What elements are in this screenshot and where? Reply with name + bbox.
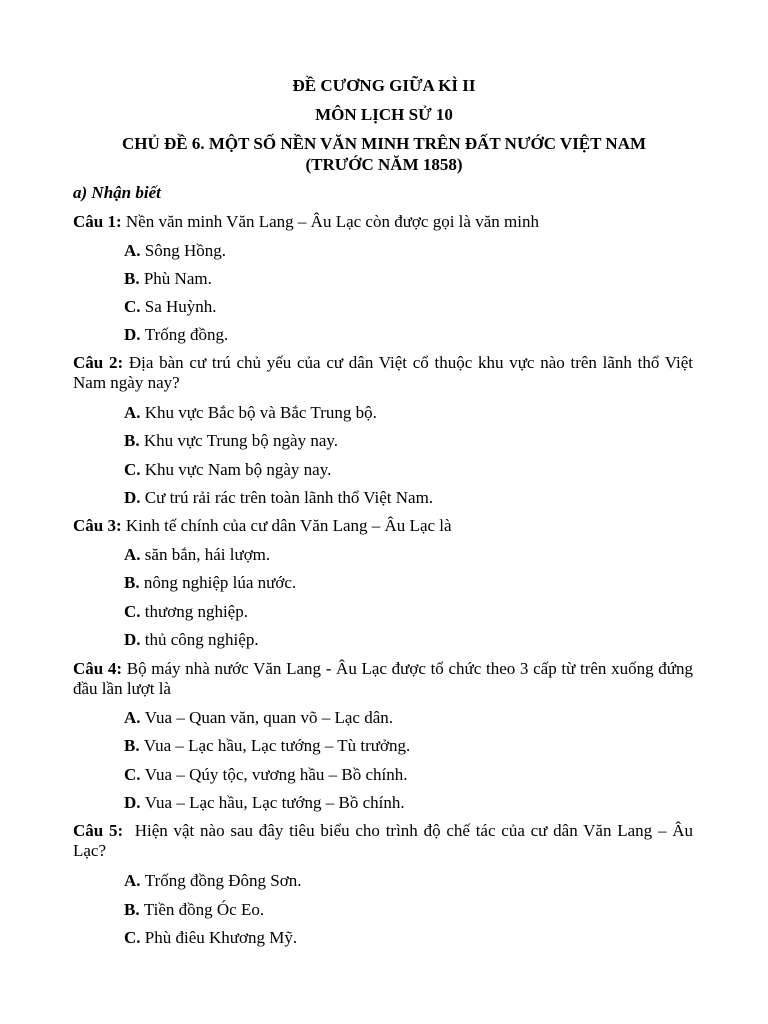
option-text: Vua – Lạc hầu, Lạc tướng – Bồ chính. <box>144 793 405 812</box>
document-title: ĐỀ CƯƠNG GIỮA KÌ II <box>292 76 476 95</box>
option-key: D. <box>124 630 141 649</box>
option-text: Trống đồng Đông Sơn. <box>144 871 302 890</box>
option-key: C. <box>124 602 141 621</box>
option-key: A. <box>124 708 141 727</box>
section-heading: a) Nhận biết <box>73 183 161 202</box>
option-3c <box>124 602 248 622</box>
question-3 <box>73 516 693 536</box>
option-text: thủ công nghiệp. <box>144 630 259 649</box>
option-text: Vua – Lạc hầu, Lạc tướng – Tù trưởng. <box>143 736 411 755</box>
option-key: C. <box>124 765 141 784</box>
option-3b <box>124 573 296 593</box>
question-label: Câu 1: <box>73 212 122 231</box>
option-key: B. <box>124 736 140 755</box>
option-text: Tiền đồng Óc Eo. <box>143 900 265 919</box>
option-5a <box>124 871 301 891</box>
question-label: Câu 4: <box>73 659 123 678</box>
question-5 <box>73 821 693 861</box>
option-key: B. <box>124 431 140 450</box>
option-2a <box>124 403 377 423</box>
option-text: Khu vực Trung bộ ngày nay. <box>143 431 339 450</box>
option-1b <box>124 269 212 289</box>
option-text: săn bắn, hái lượm. <box>144 545 271 564</box>
question-2 <box>73 353 693 393</box>
option-text: Phù Nam. <box>143 269 212 288</box>
question-text: Hiện vật nào sau đây tiêu biểu cho trình độ chế tác của cư dân Văn Lang – Âu Lạc? <box>73 821 693 860</box>
subject-title: MÔN LỊCH SỬ 10 <box>315 105 453 124</box>
question-text: Kinh tế chính của cư dân Văn Lang – Âu Lạc là <box>125 516 452 535</box>
option-key: C. <box>124 928 141 947</box>
option-text: Vua – Quan văn, quan võ – Lạc dân. <box>144 708 394 727</box>
option-text: Trống đồng. <box>144 325 229 344</box>
option-5b <box>124 900 264 920</box>
option-1c <box>124 297 217 317</box>
option-key: B. <box>124 573 140 592</box>
question-text: Nền văn minh Văn Lang – Âu Lạc còn được gọi là văn minh <box>125 212 539 231</box>
option-4a <box>124 708 393 728</box>
option-key: C. <box>124 460 141 479</box>
option-1d <box>124 325 228 345</box>
question-label: Câu 3: <box>73 516 122 535</box>
option-text: thương nghiệp. <box>144 602 248 621</box>
question-text: Bộ máy nhà nước Văn Lang - Âu Lạc được tổ chức theo 3 cấp từ trên xuống đứng đầu lần lượt là <box>73 659 693 698</box>
option-key: A. <box>124 241 141 260</box>
option-text: Cư trú rải rác trên toàn lãnh thổ Việt Nam. <box>144 488 434 507</box>
question-1 <box>73 212 693 232</box>
option-text: Khu vực Nam bộ ngày nay. <box>144 460 332 479</box>
option-key: A. <box>124 545 141 564</box>
option-5c <box>124 928 297 948</box>
option-text: Sông Hồng. <box>144 241 227 260</box>
topic-subtitle: (TRƯỚC NĂM 1858) <box>305 155 463 174</box>
option-key: A. <box>124 403 141 422</box>
option-text: nông nghiệp lúa nước. <box>143 573 297 592</box>
option-3a <box>124 545 270 565</box>
option-key: D. <box>124 488 141 507</box>
option-2c <box>124 460 331 480</box>
option-key: C. <box>124 297 141 316</box>
option-text: Phù điêu Khương Mỹ. <box>144 928 298 947</box>
option-3d <box>124 630 259 650</box>
option-text: Vua – Qúy tộc, vương hầu – Bồ chính. <box>144 765 408 784</box>
option-key: B. <box>124 269 140 288</box>
option-4c <box>124 765 407 785</box>
topic-title: CHỦ ĐỀ 6. MỘT SỐ NỀN VĂN MINH TRÊN ĐẤT NƯỚC VIỆT NAM <box>121 134 647 153</box>
option-4b <box>124 736 410 756</box>
option-2d <box>124 488 433 508</box>
option-key: B. <box>124 900 140 919</box>
option-key: A. <box>124 871 141 890</box>
option-key: D. <box>124 325 141 344</box>
question-text: Địa bàn cư trú chủ yếu của cư dân Việt cổ thuộc khu vực nào trên lãnh thổ Việt Nam ngày nay? <box>73 353 693 392</box>
option-4d <box>124 793 405 813</box>
option-text: Khu vực Bắc bộ và Bắc Trung bộ. <box>144 403 377 422</box>
option-1a <box>124 241 226 261</box>
question-label: Câu 5: <box>73 821 124 840</box>
option-key: D. <box>124 793 141 812</box>
question-label: Câu 2: <box>73 353 124 372</box>
option-text: Sa Huỳnh. <box>144 297 217 316</box>
option-2b <box>124 431 338 451</box>
question-4 <box>73 659 693 699</box>
